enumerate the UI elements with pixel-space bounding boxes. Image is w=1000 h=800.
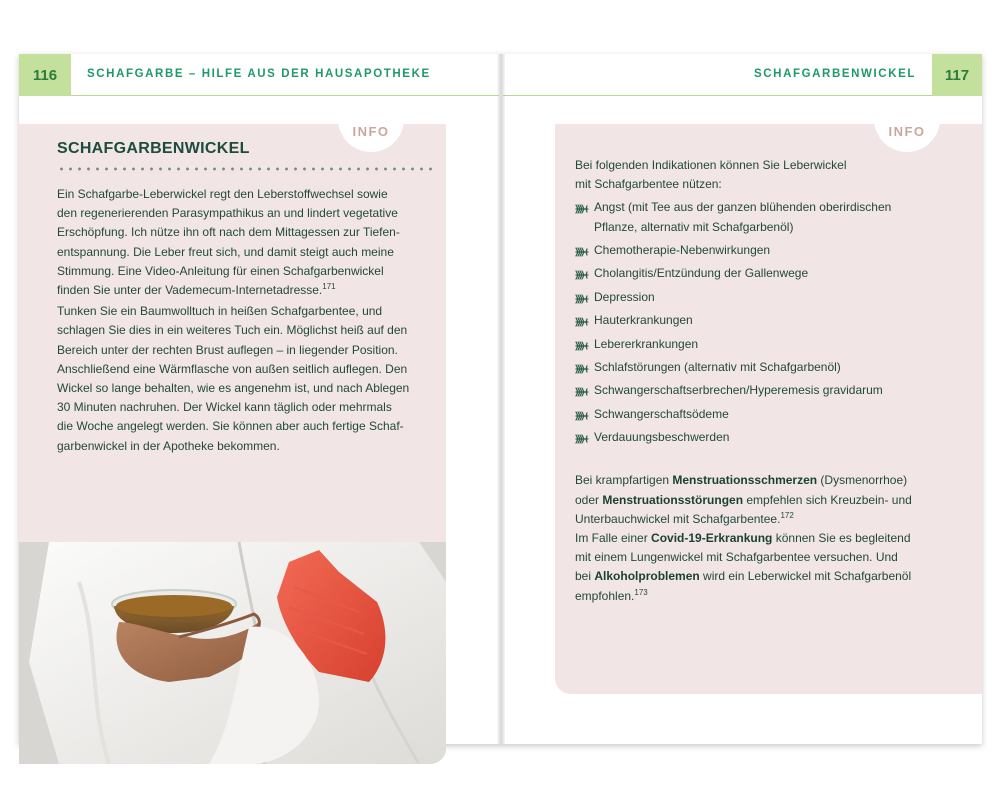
text-line: Bei folgenden Indikationen können Sie Leberwickel [575,158,847,172]
yarrow-leaf-icon [575,201,589,220]
page-number: 117 [932,54,982,96]
list-item [575,381,965,400]
list-item-text: Angst (mit Tee aus der ganzen blühenden oberirdischen [594,200,892,215]
list-item [575,335,965,354]
header-rule [503,95,932,96]
text-line: garbenwickel in der Apotheke bekommen. [57,438,280,453]
text-line [575,510,965,529]
info-tab-label: INFO [352,123,390,139]
text-fragment: (Dysmenorrhoe) [817,473,908,488]
running-head: SCHAFGARBE – HILFE AUS DER HAUSAPOTHEKE [87,68,431,80]
info-box [555,124,982,694]
bold-term: Menstruationsschmerzen [672,473,818,488]
list-item-text: Hauterkrankungen [594,313,693,328]
text-fragment: Im Falle einer [575,530,652,545]
text-line [575,587,965,606]
yarrow-leaf-icon [575,314,589,333]
yarrow-leaf-icon [575,338,589,357]
text-fragment: Unterbauchwickel mit Schafgarbentee. [575,511,781,526]
footnote-ref: 171 [322,282,336,292]
text-line: Erschöpfung. Ich nütze ihn oft nach dem Mittagessen zur Tiefen- [57,225,400,240]
text-line: Anschließend eine Wärmflasche von außen seitlich auflegen. Den [57,361,408,376]
list-item-text: Lebererkrankungen [594,336,699,351]
yarrow-leaf-icon [575,384,589,403]
text-line-content: finden Sie unter der Vademecum-Internetadresse. [57,283,323,298]
list-item-text: Depression [594,289,655,304]
text-fragment: oder [575,492,603,507]
list-item [575,198,965,236]
yarrow-leaf-icon [575,267,589,286]
yarrow-leaf-icon [575,244,589,263]
text-line [575,471,965,490]
list-item-text: Chemotherapie-Nebenwirkungen [594,243,771,257]
text-line [57,281,427,300]
text-line: Tunken Sie ein Baumwolltuch in heißen Schafgarbentee, und [57,304,383,319]
text-fragment: empfehlen sich Kreuzbein- und [743,492,912,507]
right-page [503,54,982,744]
left-page [19,54,499,744]
list-item-text: Schwangerschaftsödeme [594,406,729,421]
body-text [575,156,965,606]
text-fragment: Bei krampfartigen [575,473,673,488]
footnote-ref: 173 [634,587,648,597]
paragraph [57,185,427,300]
list-item-text: Schwangerschaftserbrechen/Hyperemesis gravidarum [594,383,883,398]
dotted-divider [57,167,437,171]
yarrow-leaf-icon [575,361,589,380]
paragraph [57,302,427,456]
list-item [575,311,965,330]
text-line: mit einem Lungenwickel mit Schafgarbentee versuchen. Und [575,550,898,565]
text-line: schlagen Sie dies in ein weiteres Tuch ein. Möglichst heiß auf den [57,323,408,338]
footnote-ref: 172 [780,510,794,520]
text-line [575,567,965,586]
book-spread [19,54,982,744]
yarrow-leaf-icon [575,408,589,427]
list-item [575,288,965,307]
list-item-text: Schlafstörungen (alternativ mit Schafgarbenöl) [594,359,841,374]
info-tab [338,112,404,152]
text-line: 30 Minuten nachruhen. Der Wickel kann täglich oder mehrmals [57,400,392,415]
list-item [575,241,965,260]
list-item-text: Pflanze, alternativ mit Schafgarbenöl) [594,219,794,234]
text-line: mit Schafgarbentee nützen: [575,177,722,192]
paragraph [575,471,965,605]
info-tab [874,112,940,152]
text-line: entspannung. Die Leber freut sich, und damit steigt auch meine [57,244,394,259]
tea-and-hot-water-bottle-photo [19,542,446,764]
box-title: SCHAFGARBENWICKEL [57,140,250,157]
header-rule [71,95,499,96]
page-number: 116 [19,54,71,96]
yarrow-leaf-icon [575,431,589,450]
text-line: Stimmung. Eine Video-Anleitung für einen Schafgarbenwickel [57,263,384,278]
list-item [575,428,965,447]
running-head: SCHAFGARBENWICKEL [754,68,916,80]
text-line: Bereich unter der rechten Brust auflegen – in liegender Position. [57,342,398,357]
text-fragment: wird ein Leberwickel mit Schafgarbenöl [699,569,912,584]
text-fragment: bei [575,569,595,584]
intro-paragraph [575,156,965,194]
text-line: Wickel so lange behalten, wie es angenehm ist, und nach Ablegen [57,381,410,396]
list-item-text: Verdauungsbeschwerden [594,430,730,445]
indication-list [575,198,965,447]
text-fragment: können Sie es begleitend [772,530,911,545]
text-line: Ein Schafgarbe-Leberwickel regt den Leberstoffwechsel sowie [57,187,388,201]
list-item [575,264,965,283]
list-item [575,358,965,377]
text-line: die Woche angelegt werden. Sie können aber auch fertige Schaf- [57,419,404,434]
body-text [57,185,427,456]
list-item-text: Cholangitis/Entzündung der Gallenwege [594,266,809,281]
bold-term: Alkoholproblemen [594,569,700,584]
info-tab-label: INFO [888,123,926,139]
bold-term: Menstruationsstörungen [602,492,744,507]
yarrow-leaf-icon [575,291,589,310]
info-box [19,124,446,694]
text-fragment: empfohlen. [575,588,635,603]
list-item [575,405,965,424]
text-line [575,491,965,510]
bold-term: Covid-19-Erkrankung [651,530,773,545]
text-line [575,529,965,548]
photo-illustration [19,542,446,764]
text-line: den regenerierenden Parasympathikus an und lindert vegetative [57,206,398,221]
